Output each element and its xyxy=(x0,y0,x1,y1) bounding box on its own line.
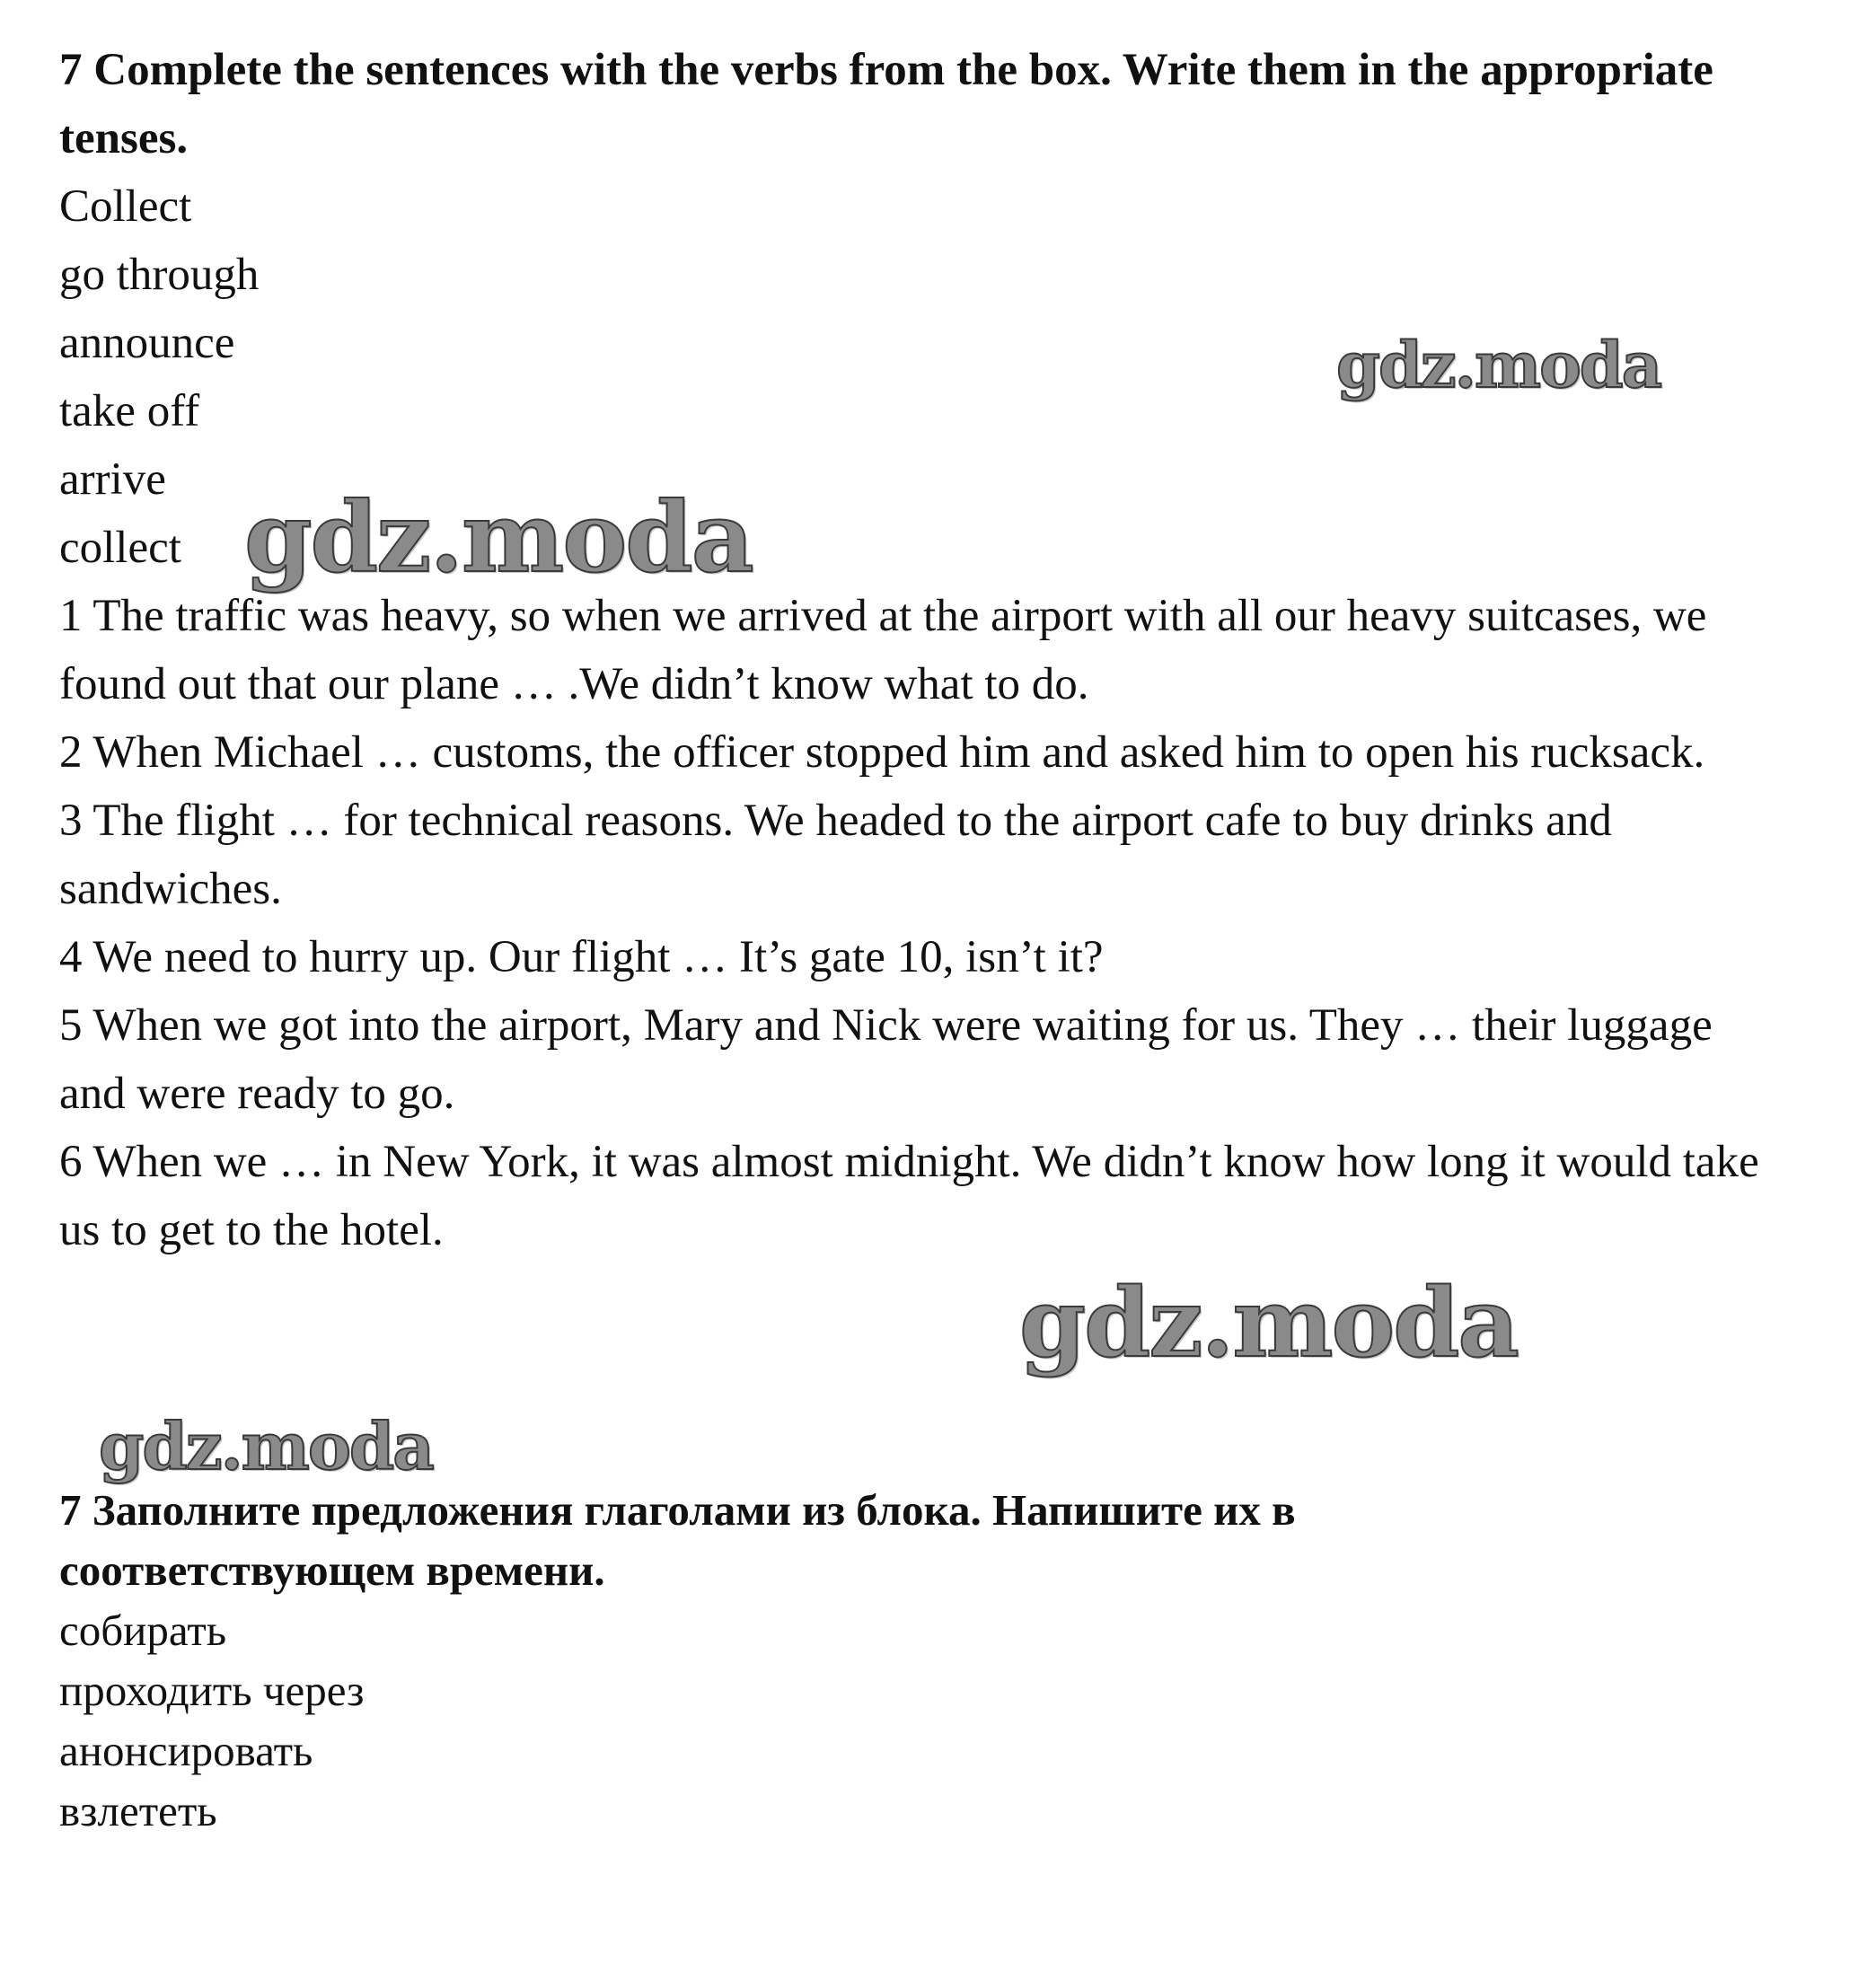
sentence-item: 2 When Michael … customs, the officer stopped him and asked him to open his rucksack. xyxy=(59,727,1705,778)
sentence-item: 6 When we … in New York, it was almost midnight. We didn’t know how long it would take us to get to the hotel. xyxy=(59,1137,1759,1255)
russian-translation xyxy=(59,1480,1766,1841)
sentence-item: 3 The flight … for technical reasons. We headed to the airport cafe to buy drinks and sandwiches. xyxy=(59,796,1612,914)
verb-item: take off xyxy=(59,386,200,436)
watermark-logo: gdz.moda xyxy=(1336,328,1661,402)
watermark-logo: gdz.moda xyxy=(1019,1266,1518,1378)
translated-verb: анонсировать xyxy=(59,1726,313,1775)
verb-item: collect xyxy=(59,523,181,573)
sentence-item: 1 The traffic was heavy, so when we arrived at the airport with all our heavy suitcases, we found out that our plane … .We didn’t know what to do. xyxy=(59,591,1707,709)
sentence-item: 5 When we got into the airport, Mary and Nick were waiting for us. They … their luggage and were ready to go. xyxy=(59,1000,1713,1119)
sentence-list xyxy=(59,582,1819,1264)
sentence-item: 4 We need to hurry up. Our flight … It’s gate 10, isn’t it? xyxy=(59,932,1104,982)
translated-verb: взлететь xyxy=(59,1786,217,1835)
translated-verb: проходить через xyxy=(59,1666,365,1715)
english-exercise xyxy=(59,36,1819,1264)
verb-item: go through xyxy=(59,250,260,300)
exercise-heading: 7 Complete the sentences with the verbs from the box. Write them in the appropriate tenses. xyxy=(59,45,1713,163)
verb-item: arrive xyxy=(59,454,166,505)
watermark-logo: gdz.moda xyxy=(244,481,753,594)
translation-heading: 7 Заполните предложения глаголами из блока. Напишите их в соответствующем времени. xyxy=(59,1485,1296,1595)
verb-item: Collect xyxy=(59,181,192,232)
verb-item: announce xyxy=(59,318,235,368)
translated-verb: собирать xyxy=(59,1606,227,1655)
watermark-logo: gdz.moda xyxy=(99,1408,433,1484)
